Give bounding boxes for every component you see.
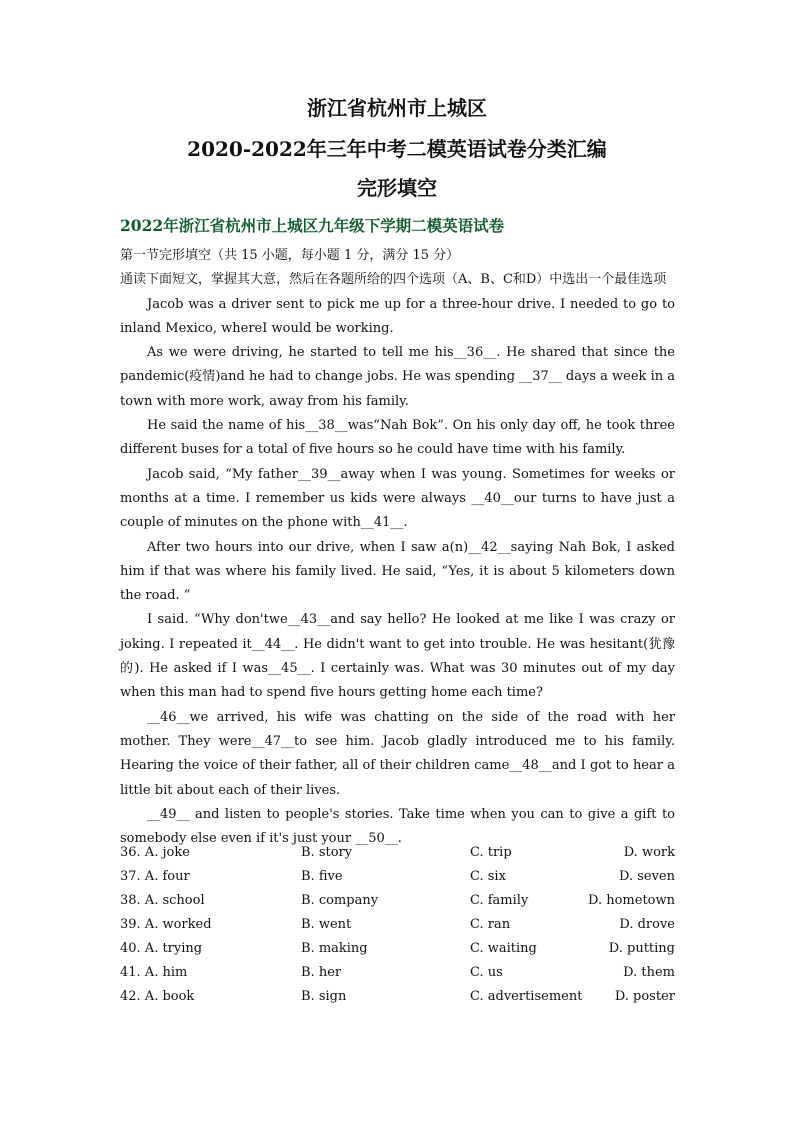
option-b: B. sign [301, 989, 347, 1004]
option-a: 40. A. trying [120, 941, 203, 956]
option-b: B. company [301, 893, 379, 908]
option-row-37 [120, 866, 675, 890]
document-title-topic: 完形填空 [357, 176, 437, 200]
option-b: B. story [301, 845, 353, 860]
passage-paragraph: __49__ and listen to people's stories. Take time when you can to give a gift to somebody else even if it's just your __50__. [120, 806, 675, 847]
passage-paragraph: Jacob said, “My father__39__away when I was young. Sometimes for weeks or months at a time. I remember us kids were always __40__our turns to have just a couple of minutes on the phone with__41__. [120, 466, 675, 531]
passage-body [120, 244, 675, 851]
option-d: D. work [623, 845, 675, 860]
option-c: C. family [470, 893, 529, 908]
passage-paragraph: After two hours into our drive, when I saw a(n)__42__saying Nah Bok, I asked him if that was where his family lived. He said, “Yes, it is about 5 kilometers down the road. ” [120, 539, 675, 604]
option-c: C. six [470, 869, 506, 884]
option-b: B. her [301, 965, 342, 980]
option-a: 39. A. worked [120, 917, 212, 932]
option-c: C. trip [470, 845, 512, 860]
option-row-38 [120, 890, 675, 914]
option-row-36 [120, 842, 675, 866]
document-title-collection: 2020-2022年三年中考二模英语试卷分类汇编 [187, 137, 607, 161]
passage-paragraph: Jacob was a driver sent to pick me up for a three-hour drive. I needed to go to inland Mexico, whereI would be working. [120, 296, 675, 336]
option-d: D. drove [619, 917, 675, 932]
option-a: 37. A. four [120, 869, 190, 884]
passage-paragraph: __46__we arrived, his wife was chatting on the side of the road with her mother. They were__47__to see him. Jacob gladly introduced me to his family. Hearing the voice of their father, all of their children came__48__and I got to hear a little bit about each of their lives. [120, 709, 675, 798]
passage-paragraph: As we were driving, he started to tell me his__36__. He shared that since the pandemic(疫情)and he had to change jobs. He was spending __37__ days a week in a town with more work, away from his family. [120, 345, 675, 409]
option-a: 36. A. joke [120, 845, 190, 860]
option-row-42 [120, 986, 675, 1010]
section-title: 2022年浙江省杭州市上城区九年级下学期二模英语试卷 [120, 216, 505, 235]
passage-paragraph: He said the name of his__38__was“Nah Bok”. On his only day off, he took three different buses for a total of five hours so he could have time with his family. [120, 418, 675, 458]
option-row-40 [120, 938, 675, 962]
option-b: B. making [301, 941, 368, 956]
option-d: D. seven [619, 869, 675, 884]
passage-paragraph: I said. “Why don'twe__43__and say hello? He looked at me like I was crazy or joking. I repeated it__44__. He didn't want to get into trouble. He was hesitant(犹豫的). He asked if I was__45__. I certainly was. What was 30 minutes out of my day when this man had to spend five hours getting home each time? [120, 612, 675, 701]
option-a: 42. A. book [120, 989, 195, 1004]
option-d: D. poster [614, 989, 675, 1004]
instruction-text: 通读下面短文，掌握其大意，然后在各题所给的四个选项（A、B、C和D）中选出一个最佳选项 [120, 272, 667, 288]
option-c: C. ran [470, 917, 511, 932]
option-b: B. went [301, 917, 352, 932]
option-c: C. us [470, 965, 503, 980]
option-d: D. putting [608, 941, 675, 956]
option-b: B. five [301, 869, 343, 884]
option-c: C. advertisement [470, 989, 583, 1004]
option-a: 38. A. school [120, 893, 205, 908]
option-row-39 [120, 914, 675, 938]
option-a: 41. A. him [120, 965, 188, 980]
answer-options [120, 842, 675, 1010]
option-d: D. them [623, 965, 675, 980]
option-c: C. waiting [470, 941, 537, 956]
document-title-region: 浙江省杭州市上城区 [307, 96, 487, 120]
option-row-41 [120, 962, 675, 986]
section-subtitle: 第一节完形填空（共 15 小题，每小题 1 分，满分 15 分） [120, 248, 460, 263]
option-d: D. hometown [588, 893, 675, 908]
